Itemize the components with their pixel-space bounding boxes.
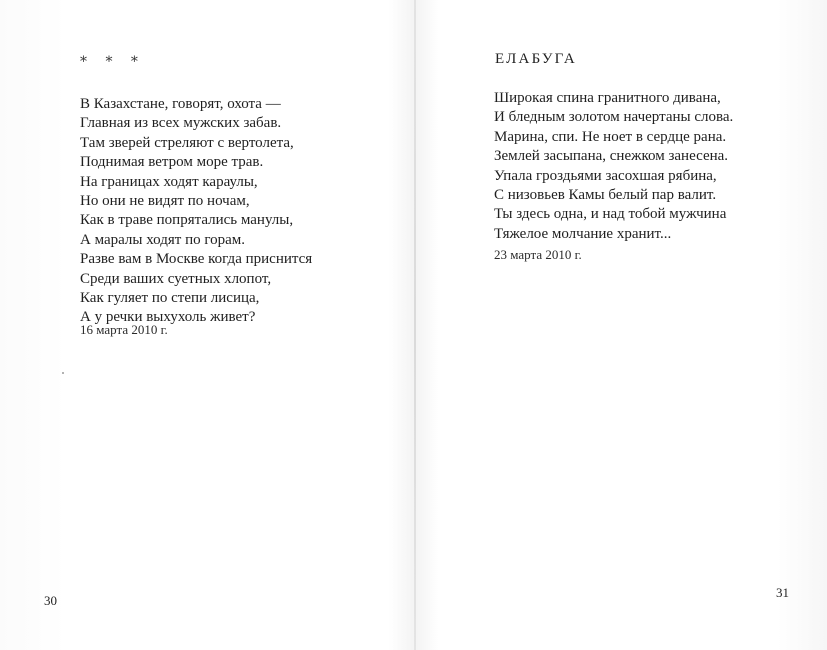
poem-date-left: 16 марта 2010 г. xyxy=(80,322,168,337)
poem-line: Как гуляет по степи лисица, xyxy=(80,290,260,307)
poem-line: Марина, спи. Не ноет в сердце рана. xyxy=(494,128,727,145)
poem-line: На границах ходят караулы, xyxy=(80,173,258,190)
poem-line: Ты здесь одна, и над тобой мужчина xyxy=(494,206,727,223)
right-page xyxy=(416,0,827,650)
poem-line: Тяжелое молчание хранит... xyxy=(494,225,672,242)
poem-line: Упала гроздьями засохшая рябина, xyxy=(494,167,717,184)
poem-line: Поднимая ветром море трав. xyxy=(80,154,264,171)
poem-line: Но они не видят по ночам, xyxy=(80,193,250,210)
page-number-right: 31 xyxy=(776,585,789,600)
poem-left xyxy=(80,95,312,328)
poem-line: Среди ваших суетных хлопот, xyxy=(80,270,272,287)
poem-date-right: 23 марта 2010 г. xyxy=(494,247,582,262)
poem-line: А у речки выхухоль живет? xyxy=(80,309,256,326)
section-separator-stars: * * * xyxy=(80,54,145,70)
poem-title: ЕЛАБУГА xyxy=(495,51,577,67)
page-number-left: 30 xyxy=(44,593,57,608)
poem-line: А маралы ходят по горам. xyxy=(80,231,246,248)
poem-line: Там зверей стреляют с вертолета, xyxy=(80,134,294,151)
poem-line: Разве вам в Москве когда приснится xyxy=(80,251,313,268)
poem-line: И бледным золотом начертаны слова. xyxy=(494,109,734,126)
poem-line: Широкая спина гранитного дивана, xyxy=(494,90,721,106)
poem-line: Как в траве попрятались манулы, xyxy=(80,212,294,229)
poem-right xyxy=(494,89,733,244)
poem-line: Землей засыпана, снежком занесена. xyxy=(494,148,729,165)
poem-line: С низовьев Камы белый пар валит. xyxy=(494,187,717,204)
paper-speck xyxy=(62,372,64,374)
poem-line: Главная из всех мужских забав. xyxy=(80,115,282,132)
poem-line: В Казахстане, говорят, охота — xyxy=(80,96,281,112)
